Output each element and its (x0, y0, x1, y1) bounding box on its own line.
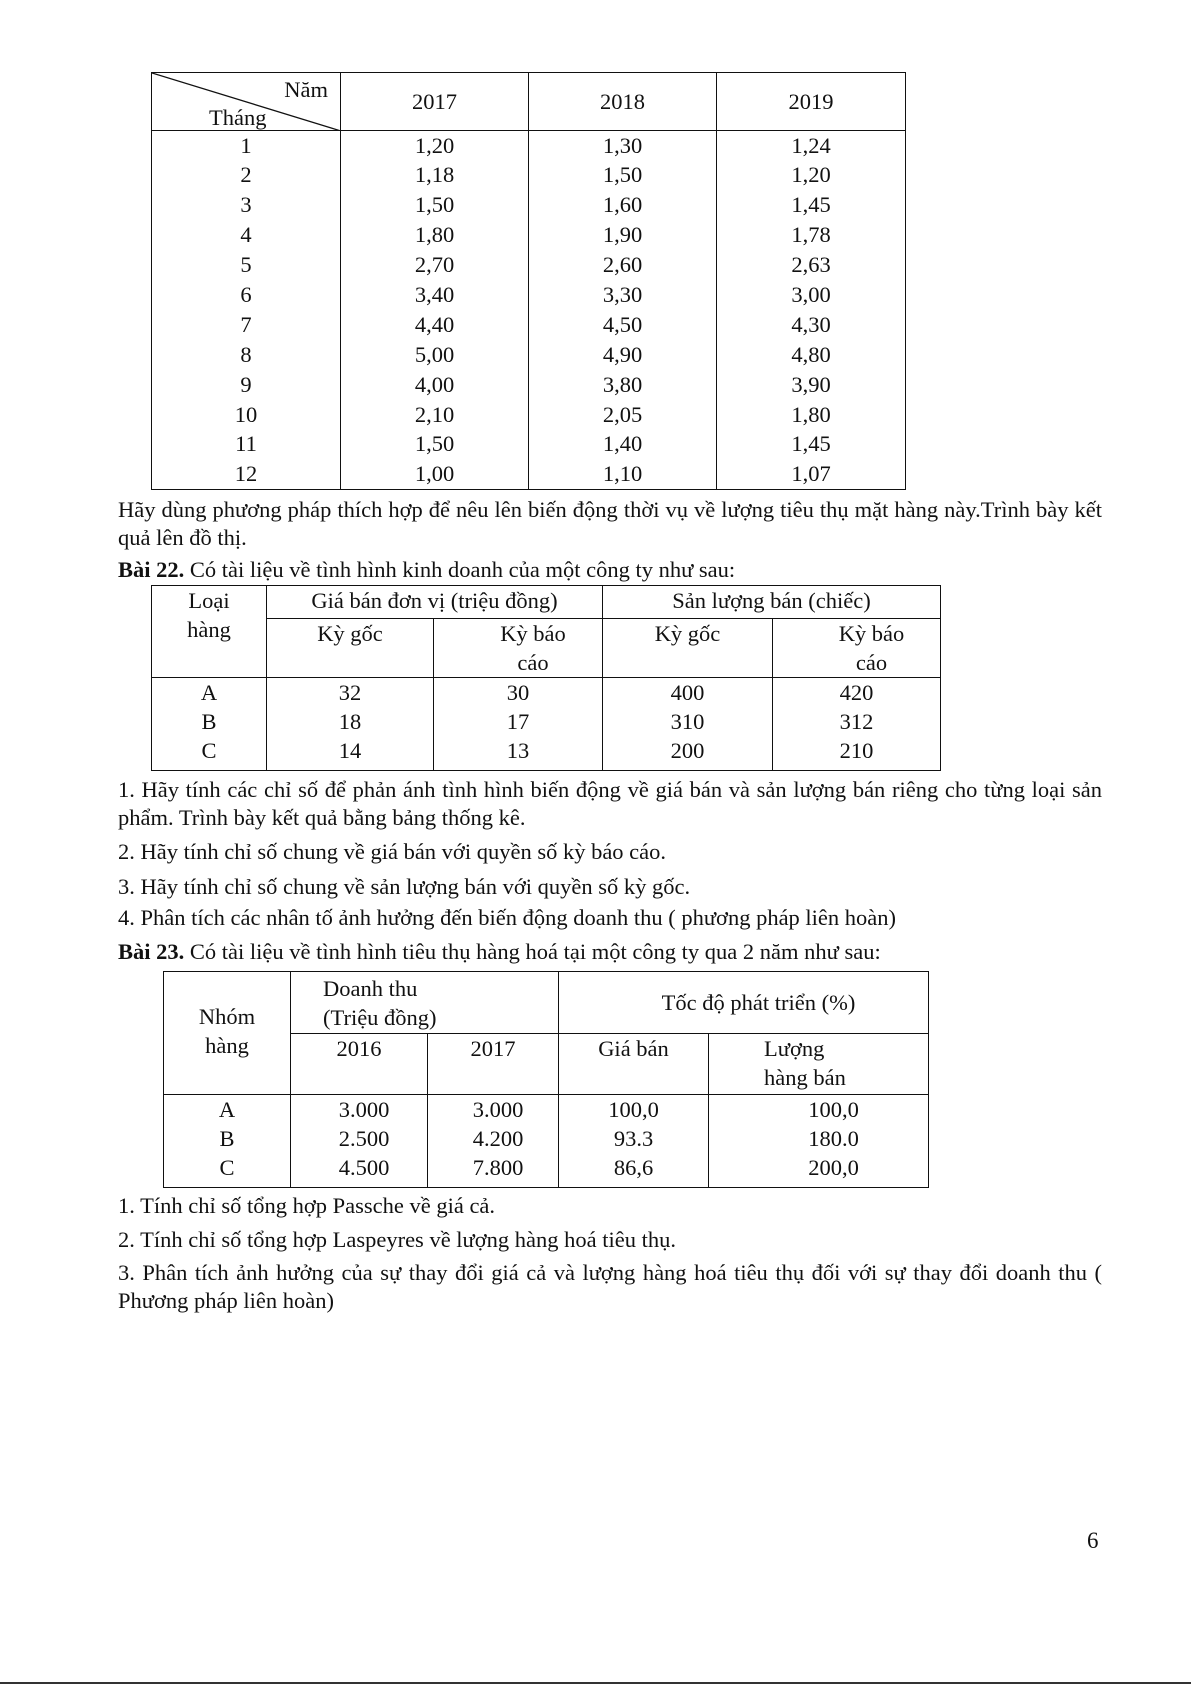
data-cell: 1,18 (341, 160, 529, 190)
bai22-q4: 4. Phân tích các nhân tố ảnh hưởng đến biến động doanh thu ( phương pháp liên hoàn) (118, 905, 897, 930)
row-label-cell: 12 (152, 459, 341, 489)
row-label-cell: 1 (152, 131, 341, 161)
data-cell: 310 (603, 707, 773, 736)
row-label-cell: 10 (152, 400, 341, 430)
data-cell: 4,50 (529, 310, 717, 340)
data-cell: 3,80 (529, 370, 717, 400)
sub-header: Giá bán (559, 1034, 709, 1095)
data-cell: 1,00 (341, 459, 529, 489)
bai22-table (151, 585, 941, 771)
data-cell: 32 (267, 678, 434, 708)
data-cell: 4,80 (717, 340, 906, 370)
data-cell: 1,24 (717, 131, 906, 161)
data-cell: 4,90 (529, 340, 717, 370)
data-cell: 312 (773, 707, 941, 736)
data-cell: 3,00 (717, 280, 906, 310)
bai22-q2: 2. Hãy tính chỉ số chung về giá bán với quyền số kỳ báo cáo. (118, 839, 667, 864)
bai22-body (152, 678, 941, 771)
bai23-title: Bài 23. (118, 939, 185, 964)
data-cell: 93.3 (559, 1124, 709, 1153)
data-cell: 1,78 (717, 220, 906, 250)
data-cell: 14 (267, 736, 434, 771)
table-row (164, 1095, 929, 1125)
header-qty-group: Sản lượng bán (chiếc) (603, 586, 941, 619)
table-row (152, 707, 941, 736)
row-label-cell: 4 (152, 220, 341, 250)
table-row (152, 678, 941, 708)
data-cell: 3,30 (529, 280, 717, 310)
year-header: 2018 (529, 73, 717, 131)
row-label-cell: 3 (152, 190, 341, 220)
data-cell: 86,6 (559, 1153, 709, 1187)
data-cell: 4,30 (717, 310, 906, 340)
header-revenue-group: Doanh thu (Triệu đồng) (291, 972, 559, 1034)
sub-header: 2016 (291, 1034, 428, 1095)
bai22-heading (118, 556, 1102, 584)
data-cell: 1,80 (717, 400, 906, 430)
sub-header: Kỳ báo cáo (773, 619, 941, 678)
bai23-q2: 2. Tính chỉ số tổng hợp Laspeyres về lượng hàng hoá tiêu thụ. (118, 1227, 676, 1252)
data-cell: 4,00 (341, 370, 529, 400)
data-cell: 2,05 (529, 400, 717, 430)
data-cell: 2.500 (291, 1124, 428, 1153)
table-row (152, 250, 906, 280)
bai23-body (164, 1095, 929, 1188)
data-cell: 1,50 (341, 190, 529, 220)
bai22-intro: Có tài liệu về tình hình kinh doanh của một công ty như sau: (184, 557, 736, 582)
row-label-cell: C (152, 736, 267, 771)
data-cell: 200,0 (709, 1153, 929, 1187)
data-cell: 30 (434, 678, 603, 708)
table-row (152, 370, 906, 400)
data-cell: 4.200 (428, 1124, 559, 1153)
row-label-cell: 7 (152, 310, 341, 340)
year-header: 2019 (717, 73, 906, 131)
bai23-q1: 1. Tính chỉ số tổng hợp Passche về giá cả. (118, 1193, 496, 1218)
data-cell: 4.500 (291, 1153, 428, 1187)
data-cell: 1,40 (529, 429, 717, 459)
data-cell: 1,07 (717, 459, 906, 489)
monthly-sales-body (152, 131, 906, 490)
table-row (152, 340, 906, 370)
sub-header: Lượng hàng bán (709, 1034, 929, 1095)
sub-header: Kỳ báo cáo (434, 619, 603, 678)
data-cell: 1,50 (529, 160, 717, 190)
bai23-heading (118, 938, 1102, 966)
row-label-cell: C (164, 1153, 291, 1187)
data-cell: 100,0 (709, 1095, 929, 1125)
header-loai-hang: Loại hàng (152, 586, 267, 678)
table-row (152, 429, 906, 459)
page-bottom-border (0, 1682, 1191, 1684)
header-price-group: Giá bán đơn vị (triệu đồng) (267, 586, 603, 619)
corner-header-cell (152, 73, 341, 131)
data-cell: 100,0 (559, 1095, 709, 1125)
row-label-cell: A (164, 1095, 291, 1125)
bai23-q3: 3. Phân tích ảnh hưởng của sự thay đổi giá cả và lượng hàng hoá tiêu thụ đối với sự thay đổi doanh thu ( Phương pháp liên hoàn) (118, 1260, 1102, 1313)
sub-header: Kỳ gốc (267, 619, 434, 678)
data-cell: 1,45 (717, 190, 906, 220)
data-cell: 2,63 (717, 250, 906, 280)
bai22-title: Bài 22. (118, 557, 185, 582)
data-cell: 2,70 (341, 250, 529, 280)
task21-text: Hãy dùng phương pháp thích hợp để nêu lên biến động thời vụ về lượng tiêu thụ mặt hàng này.Trình bày kết quả lên đồ thị. (118, 497, 1102, 550)
data-cell: 180.0 (709, 1124, 929, 1153)
data-cell: 5,00 (341, 340, 529, 370)
row-label-cell: B (164, 1124, 291, 1153)
row-label-cell: 11 (152, 429, 341, 459)
table-row (152, 160, 906, 190)
row-label-cell: 5 (152, 250, 341, 280)
table-row (164, 1124, 929, 1153)
year-header: 2017 (341, 73, 529, 131)
table-row (152, 131, 906, 161)
corner-month-label: Tháng (209, 105, 267, 130)
data-cell: 400 (603, 678, 773, 708)
data-cell: 1,50 (341, 429, 529, 459)
header-nhom-hang: Nhóm hàng (164, 972, 291, 1095)
data-cell: 3,90 (717, 370, 906, 400)
data-cell: 4,40 (341, 310, 529, 340)
table-row (164, 1153, 929, 1187)
bai22-q1: 1. Hãy tính các chỉ số để phản ánh tình hình biến động về giá bán và sản lượng bán riêng cho từng loại sản phẩm. Trình bày kết quả bằng bảng thống kê. (118, 777, 1102, 830)
row-label-cell: 9 (152, 370, 341, 400)
bai23-table (163, 971, 929, 1188)
data-cell: 1,20 (717, 160, 906, 190)
data-cell: 210 (773, 736, 941, 771)
monthly-sales-table (151, 72, 906, 490)
table-row (152, 280, 906, 310)
table-row (152, 220, 906, 250)
row-label-cell: A (152, 678, 267, 708)
page-number: 6 (1087, 1528, 1099, 1553)
table-row (152, 400, 906, 430)
table-row (152, 736, 941, 771)
data-cell: 17 (434, 707, 603, 736)
sub-header: Kỳ gốc (603, 619, 773, 678)
row-label-cell: 8 (152, 340, 341, 370)
bai22-q3: 3. Hãy tính chỉ số chung về sản lượng bán với quyền số kỳ gốc. (118, 874, 691, 899)
table-row (152, 190, 906, 220)
data-cell: 1,10 (529, 459, 717, 489)
row-label-cell: 6 (152, 280, 341, 310)
data-cell: 200 (603, 736, 773, 771)
row-label-cell: B (152, 707, 267, 736)
header-growth-group: Tốc độ phát triển (%) (559, 972, 929, 1034)
data-cell: 2,10 (341, 400, 529, 430)
data-cell: 3.000 (291, 1095, 428, 1125)
data-cell: 3,40 (341, 280, 529, 310)
data-cell: 1,20 (341, 131, 529, 161)
data-cell: 1,30 (529, 131, 717, 161)
data-cell: 3.000 (428, 1095, 559, 1125)
data-cell: 2,60 (529, 250, 717, 280)
table-row (152, 459, 906, 489)
table-row (152, 310, 906, 340)
data-cell: 1,80 (341, 220, 529, 250)
row-label-cell: 2 (152, 160, 341, 190)
corner-year-label: Năm (284, 77, 328, 102)
data-cell: 1,60 (529, 190, 717, 220)
data-cell: 420 (773, 678, 941, 708)
data-cell: 1,90 (529, 220, 717, 250)
sub-header: 2017 (428, 1034, 559, 1095)
data-cell: 7.800 (428, 1153, 559, 1187)
data-cell: 13 (434, 736, 603, 771)
data-cell: 1,45 (717, 429, 906, 459)
bai23-intro: Có tài liệu về tình hình tiêu thụ hàng hoá tại một công ty qua 2 năm như sau: (184, 939, 881, 964)
data-cell: 18 (267, 707, 434, 736)
